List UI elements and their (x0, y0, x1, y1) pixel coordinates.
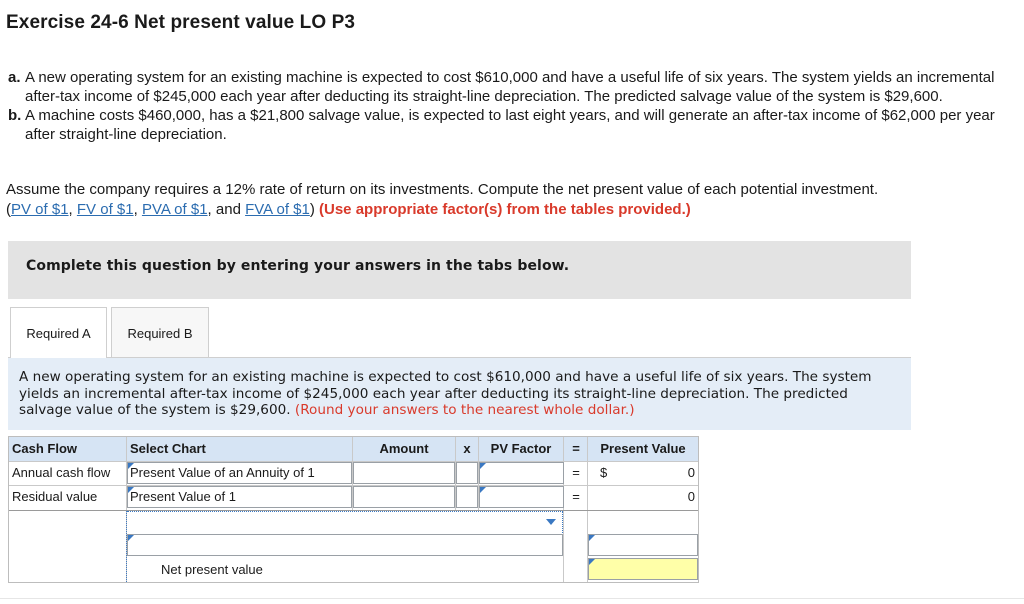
item-text: A machine costs $460,000, has a $21,800 salvage value, is expected to last eight years, and will generate an after-tax income of $62,000 per year after straight-line depreciation. (25, 107, 995, 143)
dropdown-outline (127, 511, 563, 512)
instruction-banner (8, 241, 911, 299)
page-title: Exercise 24-6 Net present value LO P3 (6, 12, 356, 33)
currency-symbol: $ (600, 465, 608, 480)
input-flag (589, 559, 595, 565)
link-fv-of-1[interactable]: FV of $1 (76, 201, 134, 218)
panel-description: A new operating system for an existing machine is expected to cost $610,000 and have a useful life of six years. The system yields an incremental after-tax income of $245,000 each year after deducting its straight-line depreciation. The predicted salvage value of the system is $29,600. (19, 369, 872, 418)
factor-note: (Use appropriate factor(s) from the tables provided.) (319, 201, 691, 218)
banner-text: Complete this question by entering your answers in the tabs below. (26, 258, 570, 274)
question-panel (8, 358, 911, 430)
row-label-residual-value: Residual value (12, 489, 98, 504)
times-cell-annual[interactable] (456, 462, 478, 484)
row-label-annual-cash-flow: Annual cash flow (12, 465, 111, 480)
amount-input-annual[interactable] (353, 462, 455, 484)
equals-sign: = (572, 489, 580, 504)
factor-table-links (6, 200, 1016, 220)
link-pva-of-1[interactable]: PVA of $1 (141, 201, 208, 218)
tab-required-a[interactable]: Required A (10, 307, 107, 359)
instructions (6, 180, 1016, 220)
header-equals: = (572, 441, 580, 456)
present-value-annual: 0 (687, 465, 695, 480)
panel-text (19, 369, 899, 419)
input-flag (128, 535, 134, 541)
problem-item-a (8, 68, 1012, 106)
dropdown-outline (562, 511, 563, 533)
header-amount: Amount (379, 441, 429, 456)
input-flag (480, 487, 486, 493)
subtotal-input[interactable] (127, 534, 563, 556)
times-cell-residual[interactable] (456, 486, 478, 508)
header-select-chart: Select Chart (130, 441, 206, 456)
instructions-text: Assume the company requires a 12% rate of return on its investments. Compute the net present value of each potential investment. (6, 181, 879, 198)
separator: , and (207, 201, 246, 218)
link-fva-of-1[interactable]: FVA of $1 (245, 201, 310, 218)
net-present-value-input[interactable] (588, 558, 698, 580)
rounding-note: (Round your answers to the nearest whole dollar.) (294, 402, 635, 418)
paren: ( (6, 201, 11, 218)
link-pv-of-1[interactable]: PV of $1 (11, 201, 69, 218)
equals-sign: = (572, 465, 580, 480)
header-pv-factor: PV Factor (490, 441, 552, 456)
selected-chart: Present Value of 1 (130, 489, 236, 504)
item-label: b. (8, 107, 22, 124)
amount-input-residual[interactable] (353, 486, 455, 508)
chevron-down-icon[interactable] (546, 519, 556, 525)
paren: ) (309, 201, 315, 218)
net-present-value-label: Net present value (161, 562, 263, 577)
selected-chart: Present Value of an Annuity of 1 (130, 465, 315, 480)
present-value-residual: 0 (687, 489, 695, 504)
npv-table (8, 436, 699, 583)
pv-factor-input-annual[interactable] (479, 462, 564, 484)
tab-required-b[interactable]: Required B (111, 307, 209, 358)
select-chart-residual[interactable] (127, 486, 352, 508)
input-flag (480, 463, 486, 469)
item-text: A new operating system for an existing machine is expected to cost $610,000 and have a useful life of six years. The system yields an incremental after-tax income of $245,000 each year after deducting its straight-line depreciation. The predicted salvage value of the system is $29,600. (25, 69, 995, 105)
header-times: x (463, 441, 471, 456)
item-label: a. (8, 69, 21, 86)
problem-statement (8, 68, 1012, 144)
header-cash-flow: Cash Flow (12, 441, 78, 456)
separator: , (133, 201, 142, 218)
pv-factor-input-residual[interactable] (479, 486, 564, 508)
input-flag (589, 535, 595, 541)
subtotal-present-value[interactable] (588, 534, 698, 556)
select-chart-annual[interactable] (127, 462, 352, 484)
problem-item-b (8, 106, 1012, 144)
footer-divider (0, 598, 1024, 599)
separator: , (68, 201, 77, 218)
header-present-value: Present Value (600, 441, 686, 456)
